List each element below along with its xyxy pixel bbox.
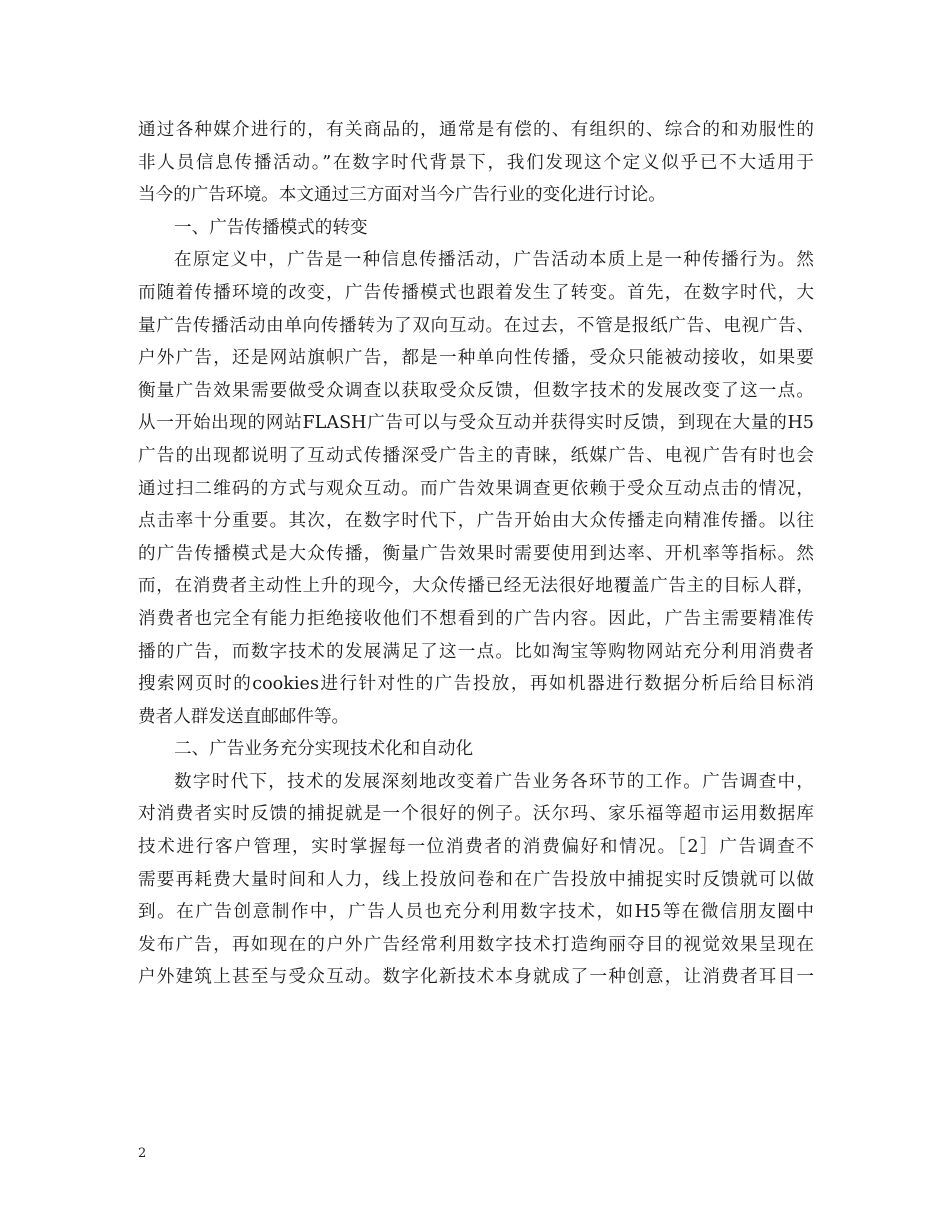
text-line: 搜索网页时的cookies进行针对性的广告投放，再如机器进行数据分析后给目标消 <box>138 674 814 695</box>
text-line: 而，在消费者主动性上升的现今，大众传播已经无法很好地覆盖广告主的目标人群， <box>138 576 814 597</box>
text-line: 需要再耗费大量时间和人力，线上投放问卷和在广告投放中捕捉实时反馈就可以做 <box>138 869 814 890</box>
text-line: 对消费者实时反馈的捕捉就是一个很好的例子。沃尔玛、家乐福等超市运用数据库 <box>138 804 814 825</box>
text-line: 消费者也完全有能力拒绝接收他们不想看到的广告内容。因此，广告主需要精准传 <box>138 608 814 629</box>
text-line: 技术进行客户管理，实时掌握每一位消费者的消费偏好和情况。［2］广告调查不 <box>138 837 814 858</box>
text-line: 通过各种媒介进行的，有关商品的，通常是有偿的、有组织的、综合的和劝服性的 <box>138 120 814 140</box>
text-line: 通过扫二维码的方式与观众互动。而广告效果调查更依赖于受众互动点击的情况， <box>138 478 814 499</box>
text-line: 而随着传播环境的改变，广告传播模式也跟着发生了转变。首先，在数字时代，大 <box>138 282 814 303</box>
text-line: 非人员信息传播活动。”在数字时代背景下，我们发现这个定义似乎已不大适用于 <box>138 152 814 173</box>
text-line: 的广告传播模式是大众传播，衡量广告效果时需要使用到达率、开机率等指标。然 <box>138 543 814 564</box>
text-line: 数字时代下，技术的发展深刻地改变着广告业务各环节的工作。广告调查中， <box>174 771 814 792</box>
text-line: 当今的广告环境。本文通过三方面对当今广告行业的变化进行讨论。 <box>138 185 666 206</box>
text-line: 到。在广告创意制作中，广告人员也充分利用数字技术，如H5等在微信朋友圈中 <box>138 902 814 923</box>
text-line: 在原定义中，广告是一种信息传播活动，广告活动本质上是一种传播行为。然 <box>174 250 814 271</box>
page-number: 2 <box>138 1146 147 1161</box>
text-line: 点击率十分重要。其次，在数字时代下，广告开始由大众传播走向精准传播。以往 <box>138 511 814 532</box>
text-line: 二、广告业务充分实现技术化和自动化 <box>174 739 474 760</box>
text-line: 一、广告传播模式的转变 <box>174 217 368 238</box>
body-text <box>138 114 814 994</box>
text-line: 费者人群发送直邮邮件等。 <box>138 706 350 727</box>
text-line: 户外建筑上甚至与受众互动。数字化新技术本身就成了一种创意，让消费者耳目一 <box>138 967 814 988</box>
text-line: 发布广告，再如现在的户外广告经常利用数字技术打造绚丽夺目的视觉效果呈现在 <box>138 934 814 955</box>
text-line: 播的广告，而数字技术的发展满足了这一点。比如淘宝等购物网站充分利用消费者 <box>138 641 814 662</box>
text-line: 从一开始出现的网站FLASH广告可以与受众互动并获得实时反馈，到现在大量的H5 <box>138 413 814 434</box>
text-line: 广告的出现都说明了互动式传播深受广告主的青睐，纸媒广告、电视广告有时也会 <box>138 445 814 466</box>
text-line: 衡量广告效果需要做受众调查以获取受众反馈，但数字技术的发展改变了这一点。 <box>138 380 814 401</box>
text-line: 量广告传播活动由单向传播转为了双向互动。在过去，不管是报纸广告、电视广告、 <box>138 315 814 336</box>
text-line: 户外广告，还是网站旗帜广告，都是一种单向性传播，受众只能被动接收，如果要 <box>138 348 814 369</box>
